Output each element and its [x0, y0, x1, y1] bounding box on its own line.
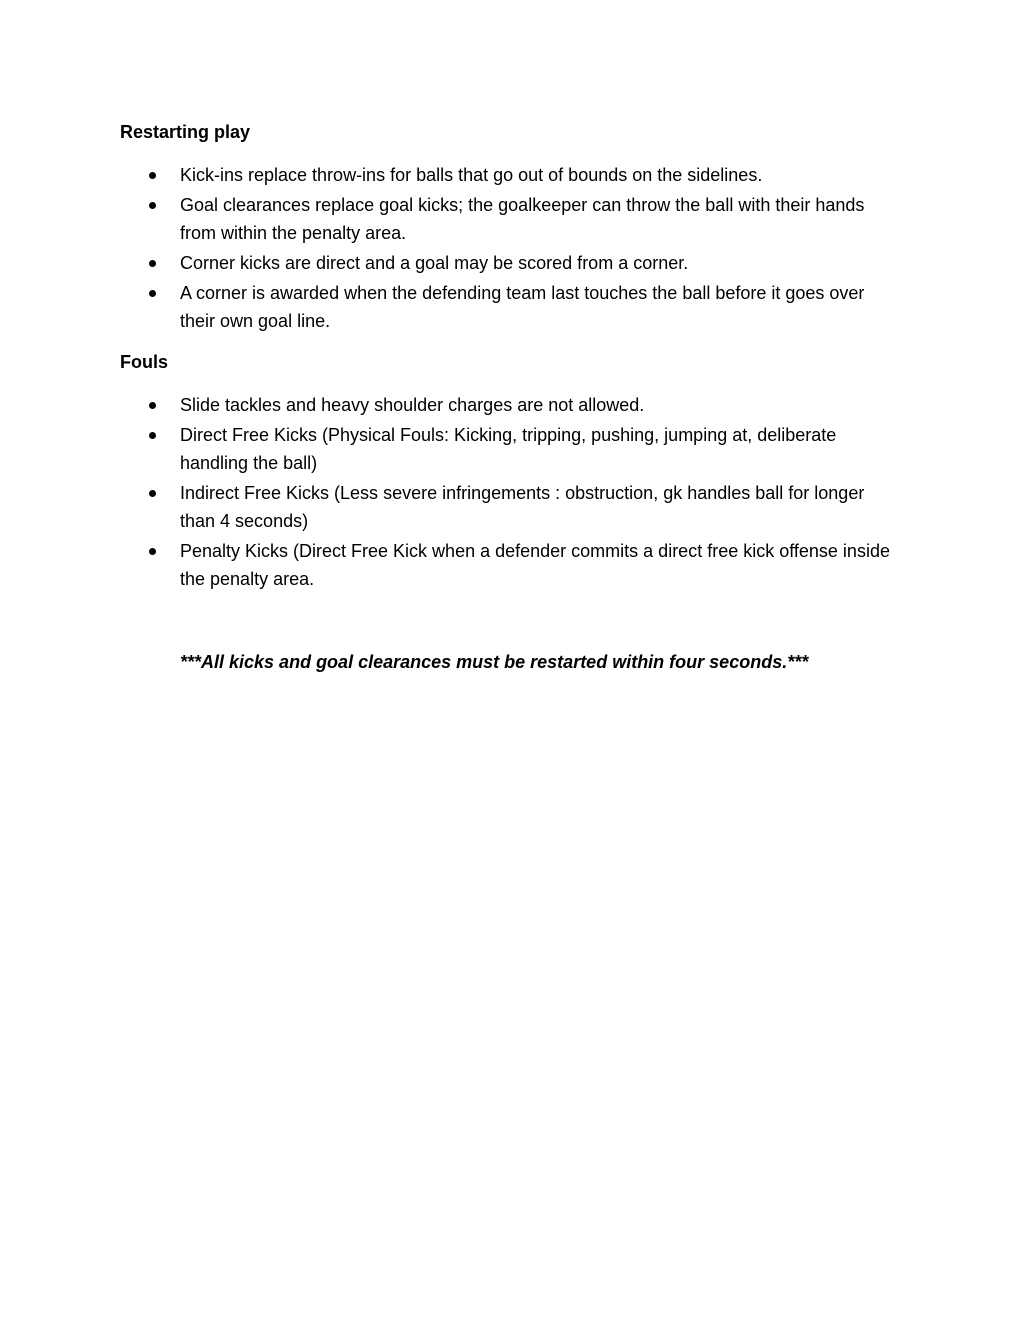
list-item-text: Corner kicks are direct and a goal may be scored from a corner. — [180, 253, 689, 273]
closing-note: ***All kicks and goal clearances must be restarted within four seconds.*** — [180, 652, 809, 672]
list-item — [120, 391, 900, 419]
bullet-icon — [149, 202, 156, 209]
list-item — [120, 191, 900, 247]
list-item — [120, 537, 900, 593]
bullet-icon — [149, 172, 156, 179]
list-item — [120, 161, 900, 189]
bullet-icon — [149, 402, 156, 409]
bullet-icon — [149, 432, 156, 439]
list-item-text: Goal clearances replace goal kicks; the goalkeeper can throw the ball with their hands from within the penalty area. — [180, 195, 865, 243]
heading-restarting-play: Restarting play — [120, 122, 251, 142]
list-item-text: Kick-ins replace throw-ins for balls that go out of bounds on the sidelines. — [180, 165, 763, 185]
bullet-icon — [149, 260, 156, 267]
fouls-list — [120, 391, 900, 595]
list-item — [120, 479, 900, 535]
list-item-text: A corner is awarded when the defending team last touches the ball before it goes over their own goal line. — [180, 283, 865, 331]
list-item-text: Slide tackles and heavy shoulder charges are not allowed. — [180, 395, 645, 415]
list-item — [120, 421, 900, 477]
bullet-icon — [149, 290, 156, 297]
list-item-text: Indirect Free Kicks (Less severe infringements : obstruction, gk handles ball for longer than 4 seconds) — [180, 483, 865, 531]
list-item — [120, 279, 900, 335]
heading-fouls: Fouls — [120, 352, 168, 372]
bullet-icon — [149, 548, 156, 555]
list-item-text: Direct Free Kicks (Physical Fouls: Kicking, tripping, pushing, jumping at, deliberate handling the ball) — [180, 425, 837, 473]
list-item — [120, 249, 900, 277]
restarting-play-list — [120, 161, 900, 337]
bullet-icon — [149, 490, 156, 497]
list-item-text: Penalty Kicks (Direct Free Kick when a defender commits a direct free kick offense inside the penalty area. — [180, 541, 890, 589]
